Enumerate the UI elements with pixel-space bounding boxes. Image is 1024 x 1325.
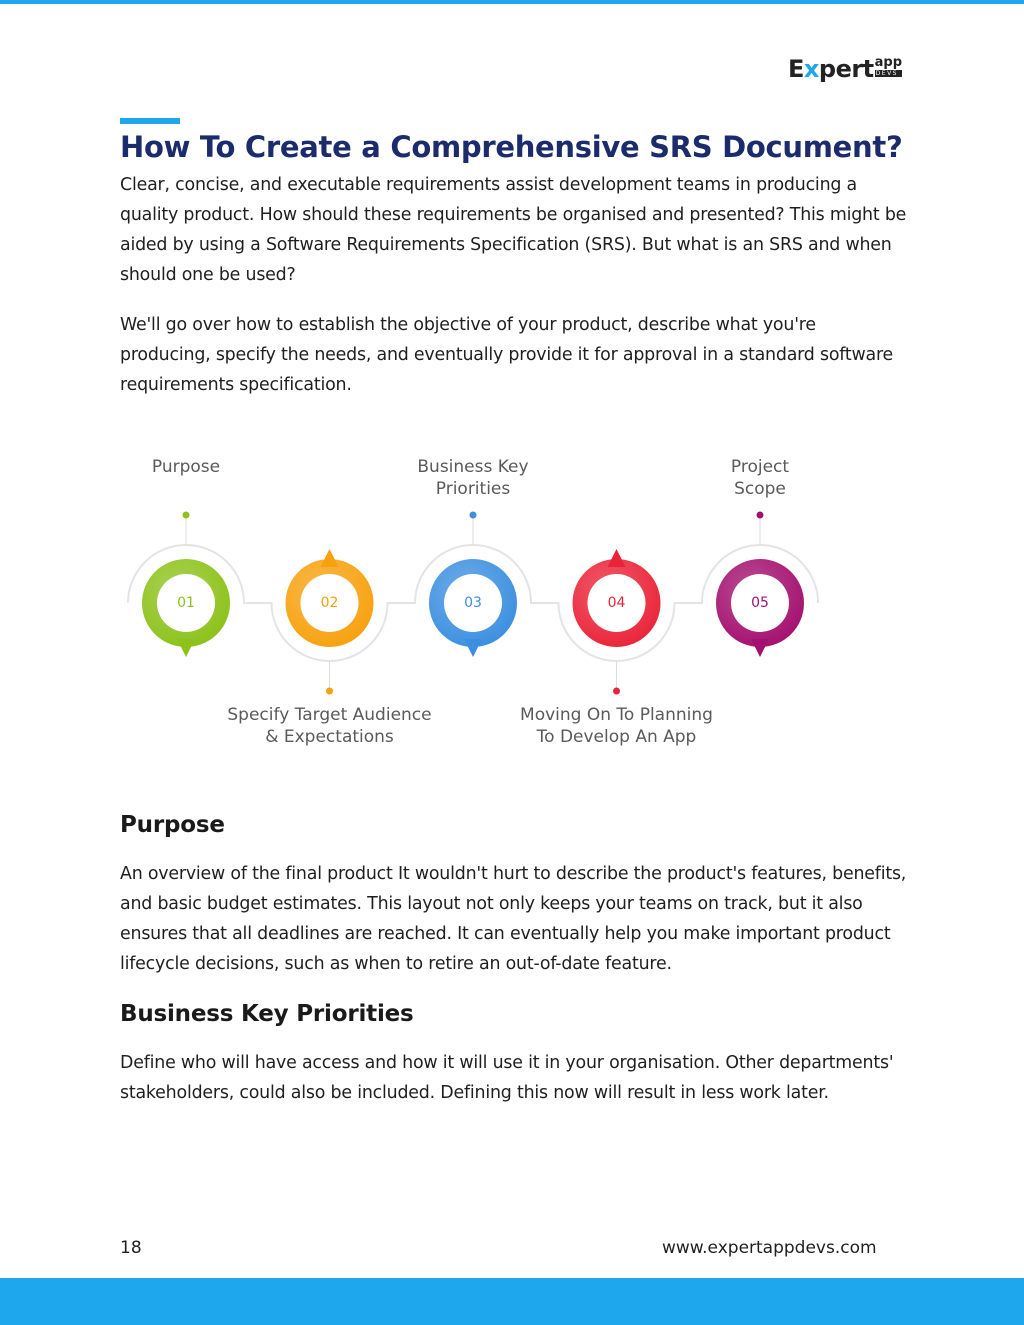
section-body-business-key-priorities: Define who will have access and how it will use it in your organisation. Other departments' stakeholders, could also be included. Defining this now will result in less work later. [120,1053,894,1103]
srs-steps-diagram [120,440,840,770]
step-05-label: Project Scope [730,457,790,499]
step-03-label: Business Key Priorities [417,457,529,499]
logo-wordmark: Expert [788,55,874,83]
step-04-number: 04 [607,595,626,611]
footer-website-link[interactable]: www.expertappdevs.com [662,1238,877,1258]
intro-paragraph-2: We'll go over how to establish the objective of your product, describe what you're producing, specify the needs, and eventually provide it for approval in a standard software requirements specification. [120,315,894,395]
bottom-accent-band [0,1278,1024,1325]
step-05-number: 05 [751,595,769,611]
step-03-leader-dot [470,512,477,519]
step-03-number: 03 [464,595,482,611]
intro-paragraph-1: Clear, concise, and executable requirements assist development teams in producing a quality product. How should these requirements be organised and presented? This might be aided by using a Software Requirements Specification (SRS). But what is an SRS and when should one be used? [120,175,907,285]
step-04-label: Moving On To Planning To Develop An App [520,705,713,747]
page-number: 18 [120,1238,142,1258]
step-01-leader-dot [183,512,190,519]
section-body-purpose: An overview of the final product It wouldn't hurt to describe the product's features, benefits, and basic budget estimates. This layout not only keeps your teams on track, but it also ensures that all deadlines are reached. It can eventually help you make important product lifecycle decisions, such as when to retire an out-of-date feature. [120,864,907,974]
step-02-number: 02 [320,595,339,611]
logo-app-text: app [874,55,903,70]
section-heading-purpose: Purpose [120,812,225,838]
logo-devs-text: DEVS [875,70,902,77]
page-title: How To Create a Comprehensive SRS Document? [120,130,903,164]
top-accent-rule [0,0,1024,4]
step-02-label: Specify Target Audience & Expectations [227,705,432,747]
title-accent-bar [120,118,180,124]
expertappdevs-logo [788,54,902,84]
step-01-label: Purpose [151,457,221,477]
step-04-leader-dot [613,688,620,695]
step-02-leader-dot [326,688,333,695]
step-01-number: 01 [177,595,195,611]
step-05-leader-dot [757,512,764,519]
section-heading-business-key-priorities: Business Key Priorities [120,1001,414,1027]
logo-suffix [875,57,902,77]
